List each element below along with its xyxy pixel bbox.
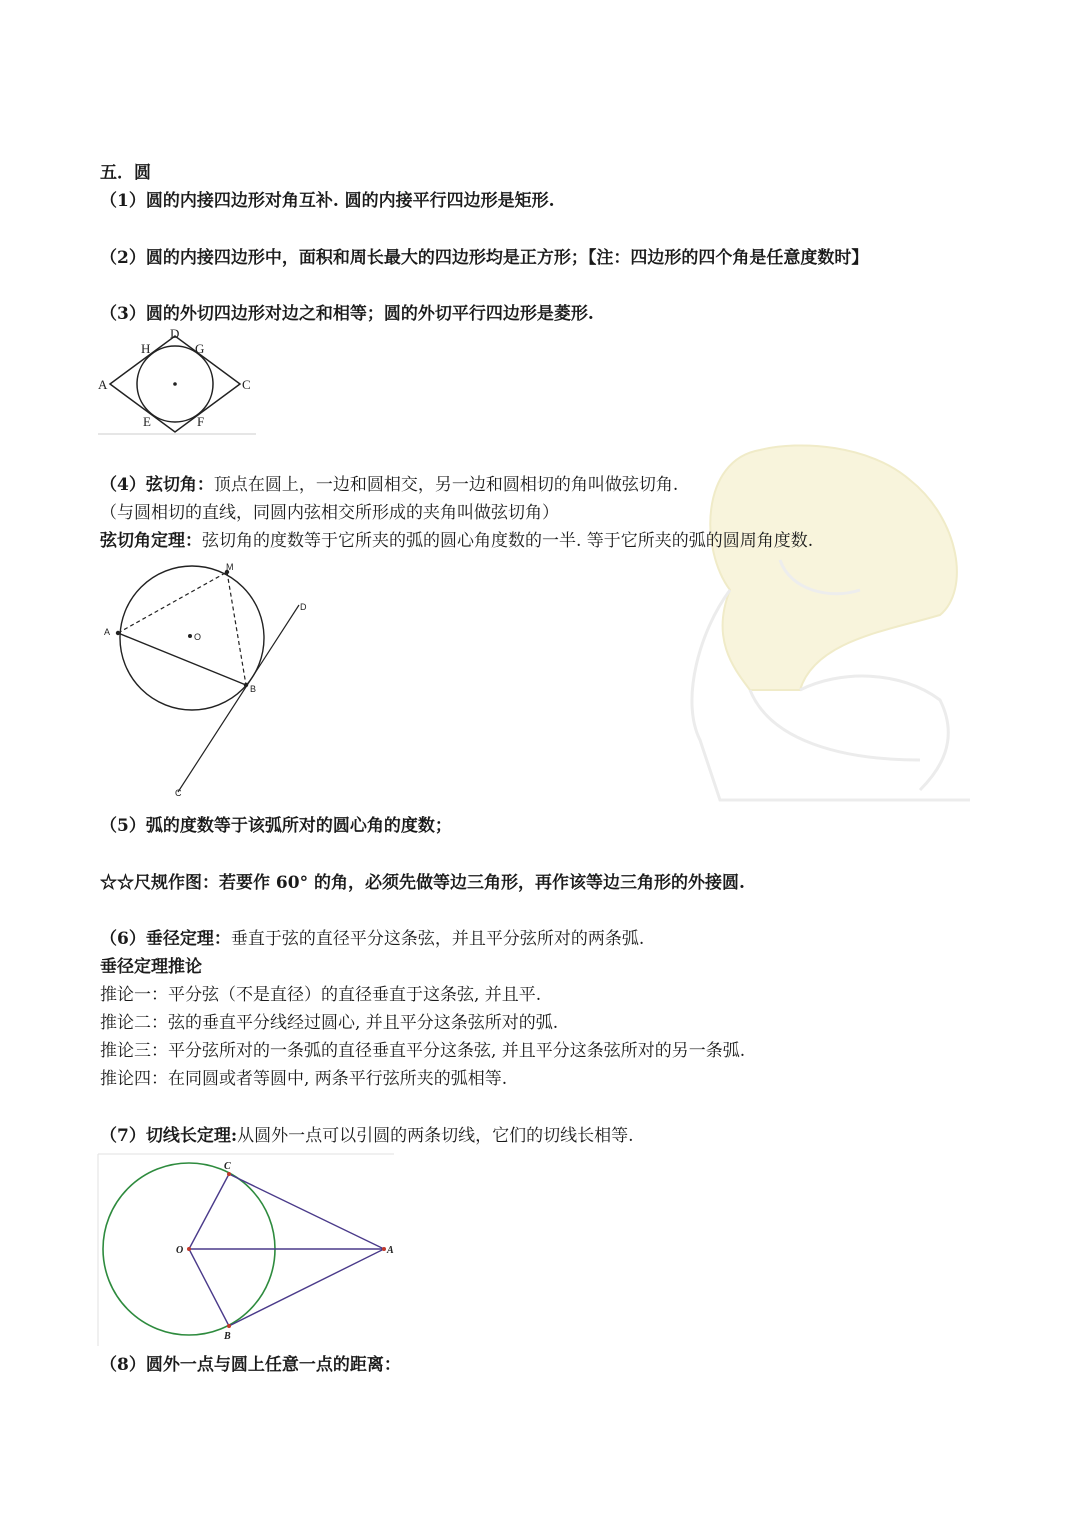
label-A: A (98, 377, 108, 392)
label-H: H (141, 341, 151, 356)
item-4-note: （与圆相切的直线，同圆内弦相交所形成的夹角叫做弦切角） (100, 503, 559, 523)
rhombus-incircle-figure (96, 328, 258, 438)
label-O: O (194, 632, 202, 642)
item-6-text: 垂直于弦的直径平分这条弦，并且平分弦所对的两条弧. (230, 929, 645, 949)
corollary-2: 推论二：弦的垂直平分线经过圆心, 并且平分这条弦所对的弧. (100, 1013, 559, 1033)
circle-O (120, 566, 264, 710)
dashed-MB (227, 572, 246, 685)
point-O (188, 634, 192, 638)
label-D: D (170, 328, 180, 341)
item-5: （5）弧的度数等于该弧所对的圆心角的度数； (100, 816, 452, 836)
point-C (227, 1172, 231, 1176)
point-B (227, 1324, 231, 1328)
dashed-AM (118, 572, 227, 633)
point-B (244, 683, 248, 687)
label-D: D (300, 602, 307, 612)
point-A (382, 1247, 386, 1251)
section-title: 五．圆 (100, 163, 151, 183)
chord-tangent-angle-figure (96, 558, 326, 803)
corollary-title: 垂径定理推论 (100, 957, 202, 977)
item-2: （2）圆的内接四边形中，面积和周长最大的四边形均是正方形；【注：四边形的四个角是任意度数时】 (100, 248, 869, 268)
item-8: （8）圆外一点与圆上任意一点的距离： (100, 1355, 401, 1375)
corollary-4: 推论四：在同圆或者等圆中, 两条平行弦所夹的弧相等. (100, 1069, 508, 1089)
item-4-text: 顶点在圆上，一边和圆相交，另一边和圆相切的角叫做弦切角. (213, 475, 679, 495)
item-4-line (100, 474, 678, 496)
item-7-line (100, 1125, 634, 1147)
label-M: M (226, 562, 234, 572)
item-1: （1）圆的内接四边形对角互补. 圆的内接平行四边形是矩形. (100, 191, 555, 211)
item-4-label: （4）弦切角： (100, 475, 214, 495)
chord-tangent-theorem-line (100, 530, 813, 552)
label-F: F (197, 414, 205, 429)
tangent-CA (229, 1174, 384, 1249)
point-O (187, 1247, 191, 1251)
corollary-1: 推论一：平分弦（不是直径）的直径垂直于这条弦, 并且平. (100, 985, 542, 1005)
chord-tangent-theorem-text: 弦切角的度数等于它所夹的弧的圆心角度数的一半. 等于它所夹的弧的圆周角度数. (202, 531, 814, 551)
tangent-BA (229, 1249, 384, 1326)
item-6-label: （6）垂径定理： (100, 929, 231, 949)
label-C: C (224, 1161, 231, 1172)
label-A: A (387, 1245, 394, 1256)
girl-watermark-illustration (640, 440, 1000, 820)
center-point (173, 382, 177, 386)
radius-OB (189, 1249, 229, 1326)
label-O: O (176, 1245, 184, 1256)
label-C: C (242, 377, 251, 392)
label-E: E (143, 414, 151, 429)
label-G: G (195, 341, 205, 356)
item-7-label: （7）切线长定理: (100, 1126, 238, 1146)
chord-tangent-theorem-label: 弦切角定理： (100, 531, 202, 551)
item-3: （3）圆的外切四边形对边之和相等；圆的外切平行四边形是菱形. (100, 304, 594, 324)
corollary-3: 推论三：平分弦所对的一条弧的直径垂直平分这条弦, 并且平分这条弦所对的另一条弧. (100, 1041, 746, 1061)
item-7-text: 从圆外一点可以引圆的两条切线，它们的切线长相等. (237, 1126, 634, 1146)
item-6-line (100, 928, 644, 950)
chord-AB (118, 633, 246, 685)
label-A: A (104, 627, 111, 637)
construction-note: ☆☆尺规作图：若要作 60° 的角，必须先做等边三角形，再作该等边三角形的外接圆. (100, 873, 745, 893)
label-B: B (250, 684, 257, 694)
tangent-length-figure (96, 1152, 396, 1348)
radius-OC (189, 1174, 229, 1249)
point-A (116, 631, 120, 635)
label-B: B (224, 1331, 231, 1342)
label-C: C (175, 788, 182, 798)
